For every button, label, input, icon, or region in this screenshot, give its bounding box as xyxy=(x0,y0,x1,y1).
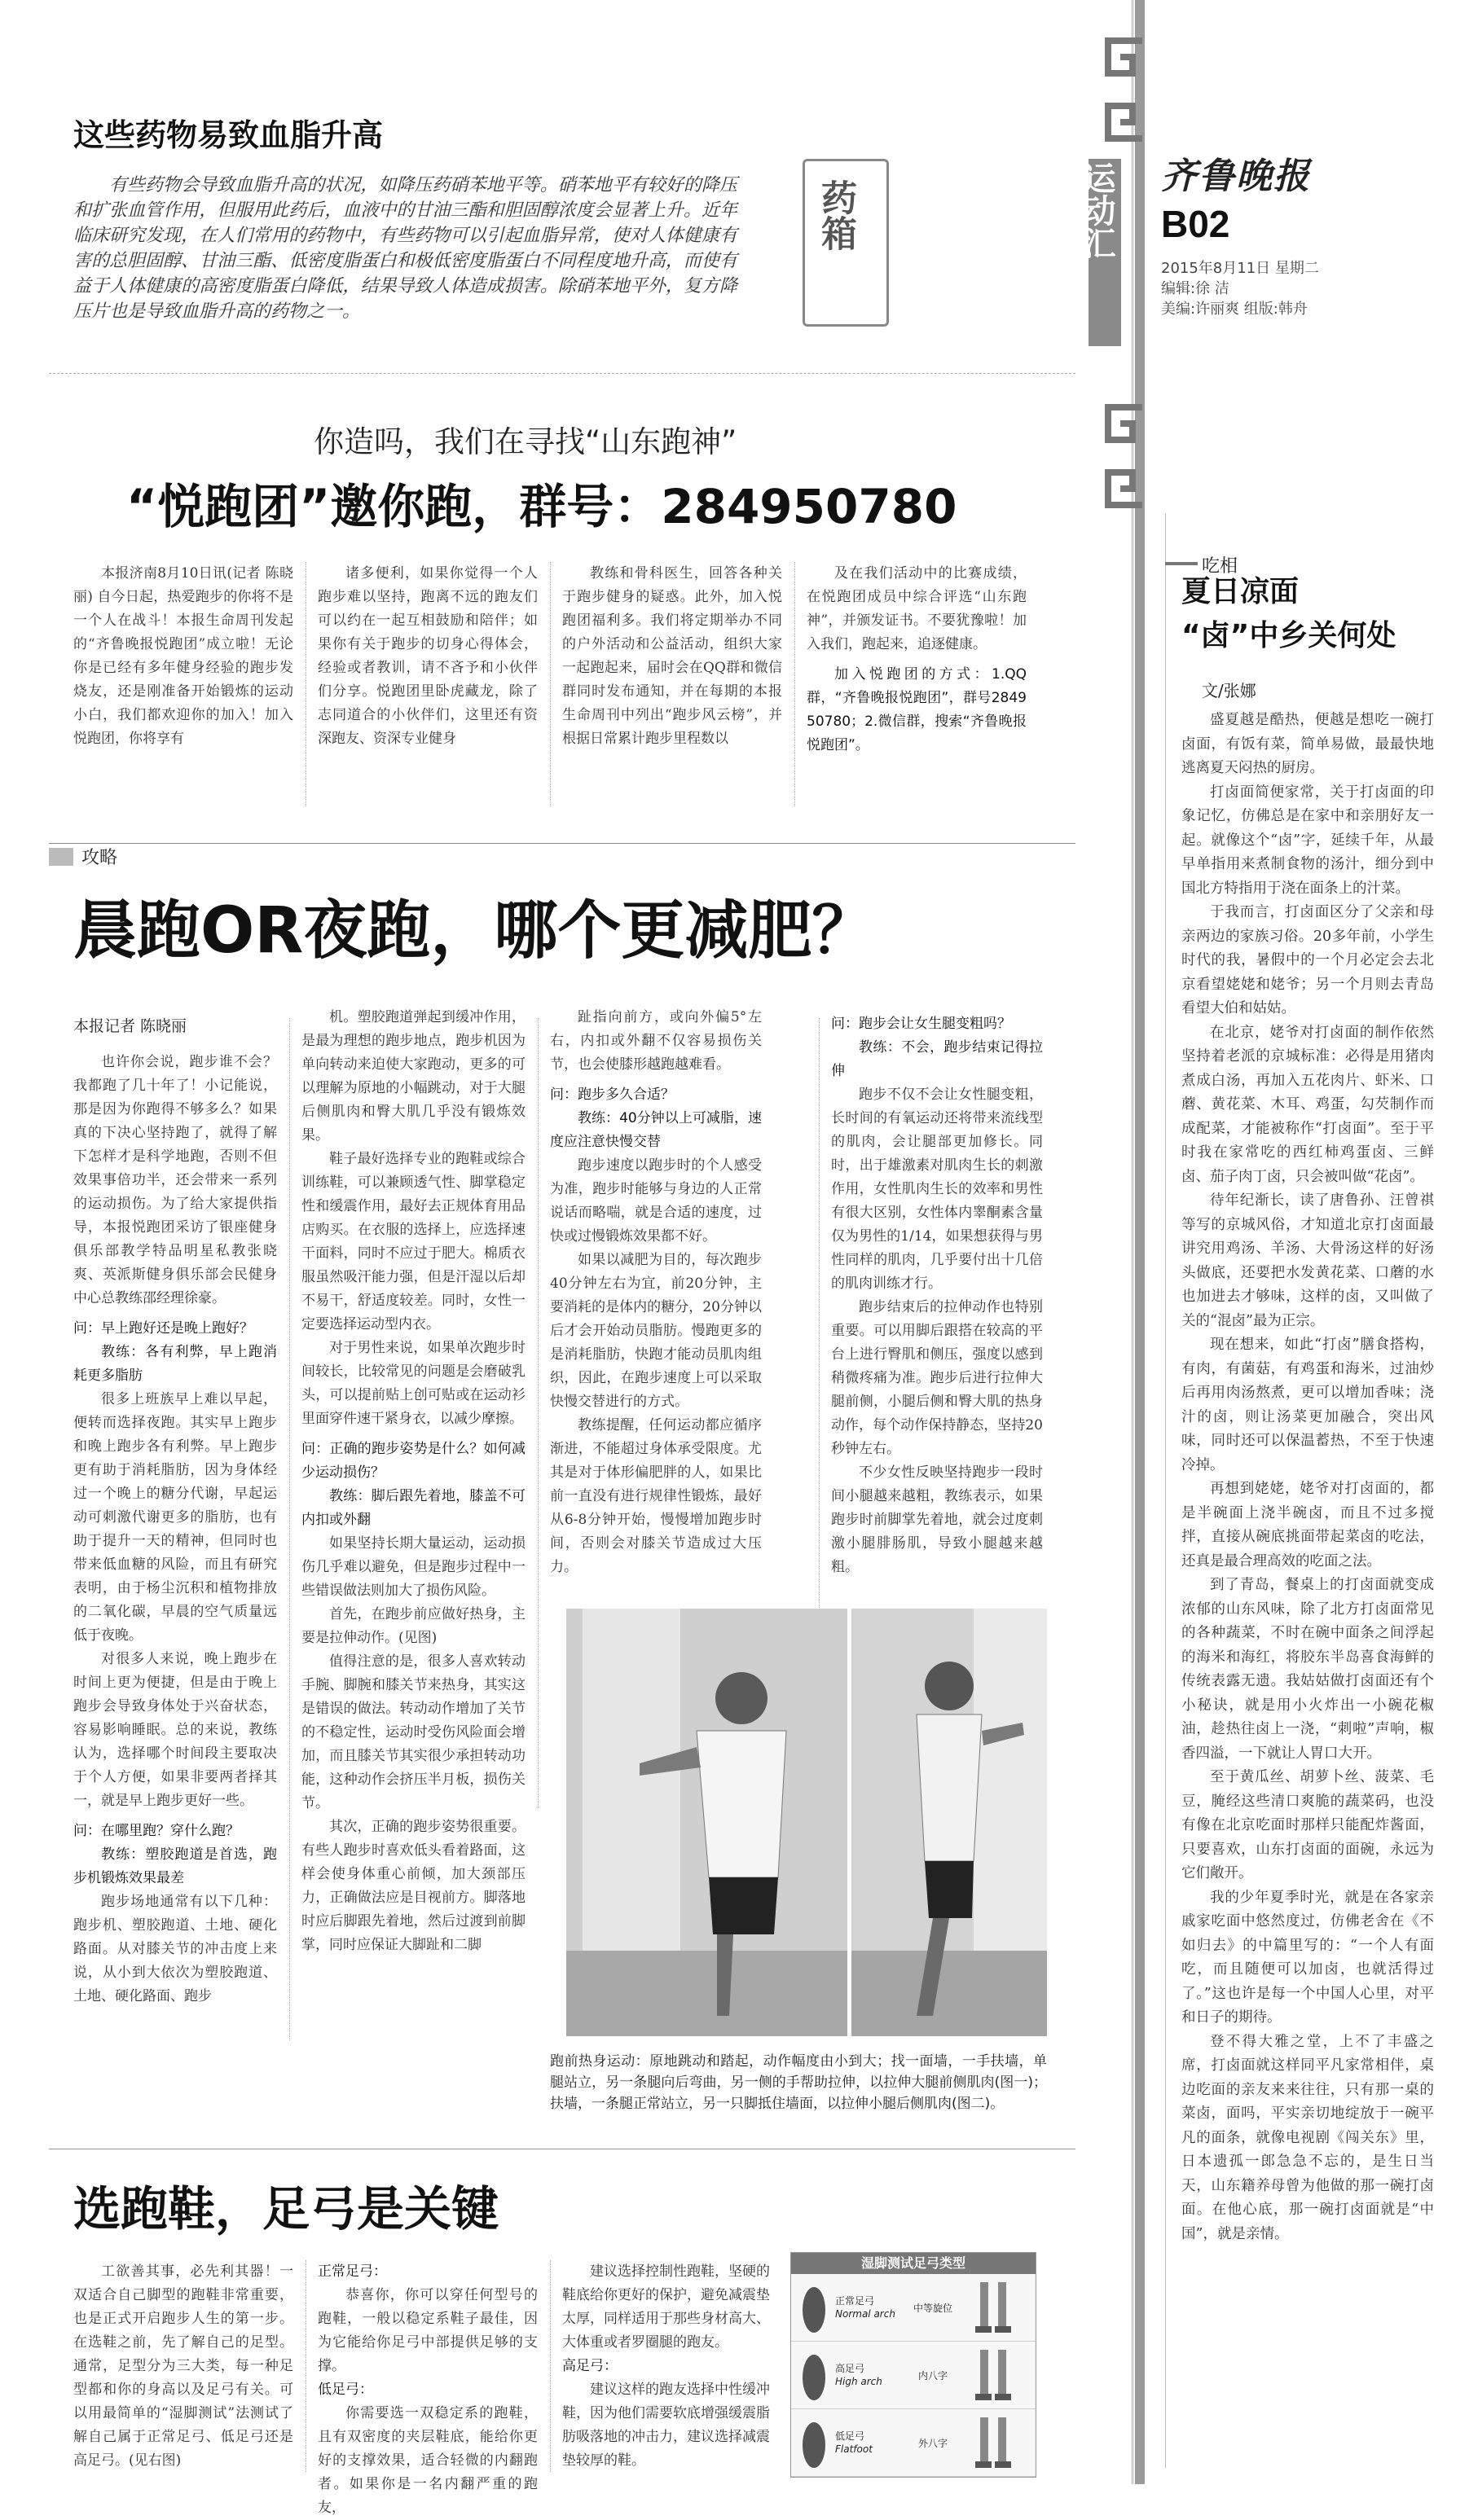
section-title: 运动汇 xyxy=(1078,161,1116,259)
question-heading: 问：早上跑好还是晚上跑好？ xyxy=(73,1320,253,1337)
sidebar-paragraph: 登不得大雅之堂，上不了丰盛之席，打卤面就这样同平凡家常相伴，桌边吃面的亲友来来往往，只有那一桌的菜卤，面吗，平实亲切地绽放于一碗平凡的面条，就像电视剧《闯关东》里，日本遗孤一郎急急不忘的，是生日当天，山东籍养母曾为他做的那一碗打卤面。在他心底，那一碗打卤面就是“中国”，就是亲情。 xyxy=(1181,2033,1434,2242)
decorative-border xyxy=(1111,0,1145,2484)
decorative-meander-pattern xyxy=(1092,33,1149,147)
sidebar-paragraph: 盛夏越是酷热，便越是想吃一碗打卤面，有饭有菜，简单易做，最最快地逃离夏天闷热的厨房。 xyxy=(1181,712,1434,776)
tag-mark xyxy=(49,848,73,866)
tag-label: 攻略 xyxy=(81,848,118,868)
recruit-col-3: 教练和骨科医生，回答各种关于跑步健身的疑惑。此外，加入悦跑团福利多。我们将定期举办不同的户外活动和公益活动，组织大家一起跑起来，届时会在QQ群和微信群同时发布通知，并在每期的本报生命周刊中列出“跑步风云榜”，并根据日常累计跑步里程数以 xyxy=(562,565,782,747)
sidebar-paragraph: 我的少年夏季时光，就是在各家亲戚家吃面中悠然度过，仿佛老舍在《不如归去》的中篇里写的：“一个人有面吃，而且随便可以加卤，也就活得过了。”这也许是每一个中国人心里，对平和日子的期待。 xyxy=(1181,1889,1434,2026)
leg-alignment-icon xyxy=(965,2414,1023,2471)
paragraph: 跑步速度以跑步时的个人感受为准，跑步时能够与身边的人正常说话而略喘，就是合适的速度，过快或过慢锻炼效果都不好。 xyxy=(550,1157,762,1245)
sidebar-paragraph: 于我而言，打卤面区分了父亲和母亲两边的家族习俗。20多年前，小学生时代的我，暑假中的一个月必定会去北京看望姥姥和姥爷；另一个月则去青岛看望大伯和姑姑。 xyxy=(1181,904,1434,1016)
high-arch-heading: 高足弓： xyxy=(562,2358,618,2374)
drug-article-body: 有些药物会导致血脂升高的状况，如降压药硝苯地平等。硝苯地平有较好的降压和扩张血管作用，但服用此药后，血液中的甘油三酯和胆固醇浓度会显著上升。近年临床研究发现，在人们常用的药物中，有些药物可以引起血脂异常，使对人体健康有害的总胆固醇、甘油三酯、低密度脂蛋白和极低密度脂蛋白不同程度地升高，而使有益于人体健康的高密度脂蛋白降低，结果导致人体造成损害。除硝苯地平外，复方降压片也是导致血脂升高的药物之一。 xyxy=(73,175,737,322)
answer-heading: 教练：各有利弊，早上跑消耗更多脂肪 xyxy=(73,1344,277,1384)
recruit-col-1: 本报济南8月10日讯(记者 陈晓丽) 自今日起，热爱跑步的你将不是一个人在战斗！本报生命周刊发起的“齐鲁晚报悦跑团”成立啦！无论你是已经有多年健身经验的跑步发烧友，还是刚准备开始锻炼的运动小白，我们都欢迎你的加入！加入悦跑团，你将享有 xyxy=(73,565,293,747)
footprint-icon xyxy=(796,2347,832,2404)
arch-chart-row xyxy=(791,2409,1036,2477)
paragraph: 如果坚持长期大量运动，运动损伤几乎难以避免，但是跑步过程中一些错误做法则加大了损伤风险。 xyxy=(301,1535,526,1599)
section-tag xyxy=(49,843,1075,869)
paragraph: 对很多人来说，晚上跑步在时间上更为便捷，但是由于晚上跑步会导致身体处于兴奋状态，容易影响睡眠。总的来说，教练认为，选择哪个时间段主要取决于个人方便，如果非要两者择其一，就是早上跑步更好一些。 xyxy=(73,1651,277,1809)
sidebar-byline: 文/张娜 xyxy=(1202,681,1256,700)
leg-alignment-icon xyxy=(965,2347,1023,2404)
sidebar-paragraph: 现在想来，如此“打卤”膳食搭构，有肉，有菌菇，有鸡蛋和海米，过油炒后再用肉汤熬煮，更可以增加香味；浇汁的卤，则让汤菜更加融合，突出风味，同时还可以保温蓄热，不至于快速冷掉。 xyxy=(1181,1337,1434,1473)
sidebar-title-1: 夏日凉面 xyxy=(1181,575,1300,608)
sidebar-paragraph: 打卤面简便家常，关于打卤面的印象记忆，仿佛总是在家中和亲朋好友一起。就像这个“卤”字，延续千年，从最早单指用来煮制食物的汤汁，细分到中国北方特指用于浇在面条上的汁菜。 xyxy=(1181,784,1434,897)
footprint-icon xyxy=(796,2414,832,2471)
recruit-col-2: 诸多便利，如果你觉得一个人跑步难以坚持，跑离不远的跑友们可以约在一起互相鼓励和陪伴；如果你有关于跑步的切身心得体会，经验或者教训，请不吝予和小伙伴们分享。悦跑团里卧虎藏龙，除了志同道合的小伙伴们，这里还有资深跑友、资深专业健身 xyxy=(318,565,538,747)
arch-type-label xyxy=(835,2362,900,2388)
gait-label: 外八字 xyxy=(917,2437,948,2449)
paragraph: 值得注意的是，很多人喜欢转动手腕、脚腕和膝关节来热身，其实这是错误的做法。转动动作增加了关节的不稳定性，运动时受伤风险面会增加，而且膝关节其实很少承担转动功能，这种动作会挤压半月板，损伤关节。 xyxy=(301,1653,526,1811)
divider xyxy=(49,373,1075,374)
sidebar-tag: 吃相 xyxy=(1202,556,1238,577)
shoes-article-title: 选跑鞋，足弓是关键 xyxy=(73,2181,499,2237)
drug-article-title: 这些药物易致血脂升高 xyxy=(73,117,384,153)
paragraph: 跑步不仅不会让女性腿变粗，长时间的有氧运动还将带来流线型的肌肉，会让腿部更加修长。同时，出于雄激素对肌肉生长的刺激作用，女性肌肉生长的效率和男性有很大区别，女性体内睾酮素含量仅为男性的1/14，如果想获得与男性同样的肌肉，几乎要付出十几倍的肌肉训练才行。 xyxy=(831,1087,1043,1292)
run-col-4 xyxy=(831,1006,1043,1579)
paragraph: 对于男性来说，如果单次跑步时间较长，比较常见的问题是会磨破乳头，可以提前贴上创可贴或在运动衫里面穿件速干紧身衣，以减少摩擦。 xyxy=(301,1340,526,1427)
run-article-title: 晨跑OR夜跑，哪个更减肥？ xyxy=(73,894,876,968)
paragraph: 其次，正确的跑步姿势很重要。有些人跑步时喜欢低头看着路面，这样会使身体重心前倾，加大颈部压力，正确做法应是目视前方。脚落地时应后脚跟先着地，然后过渡到前脚掌，同时应保证大脚趾和二脚 xyxy=(301,1819,526,1953)
warmup-photo-1 xyxy=(566,1609,847,2036)
photo-caption: 跑前热身运动：原地跳动和踏起，动作幅度由小到大；找一面墙，一手扶墙，单腿站立，另一条腿向后弯曲，另一侧的手帮助拉伸，以拉伸大腿前侧肌肉(图一)；扶墙，一条腿正常站立，另一只脚抵住墙面，以拉伸小腿后侧肌肉(图二)。 xyxy=(550,2053,1047,2112)
recruit-kicker: 你造吗，我们在寻找“山东跑神” xyxy=(314,424,737,459)
leg-alignment-icon xyxy=(965,2279,1023,2336)
question-heading: 问：跑步多久合适？ xyxy=(550,1087,675,1103)
arch-type-sub: Normal arch xyxy=(835,2308,895,2320)
paragraph: 很多上班族早上难以早起，便转而选择夜跑。其实早上跑步和晚上跑步各有利弊。早上跑步更有助于消耗脂肪，因为身体经过一个晚上的糖分代谢，早起运动可刺激代谢更多的脂肪，也有助于提升一天的精神，但同时也带来低血糖的风险，而且有研究表明，由于杨尘沉积和植物排放的二氧化碳，早晨的空气质量远低于夜晚。 xyxy=(73,1391,277,1644)
paragraph: 也许你会说，跑步谁不会？我都跑了几十年了！小记能说，那是因为你跑得不够多么？如果真的下决心坚持跑了，就得了解下怎样才是科学地跑，否则不但效果事倍功半，还会带来一系列的运动损伤。为了给大家提供指导，本报悦跑团采访了银座健身俱乐部教学特品明星私教张晓爽、英派斯健身俱乐部会民健身中心总教练邵经理徐豪。 xyxy=(73,1054,277,1306)
run-article-byline: 本报记者 陈晓丽 xyxy=(73,1017,187,1035)
arch-type-name: 低足弓 xyxy=(835,2430,865,2442)
paragraph: 鞋子最好选择专业的跑鞋或综合训练鞋，可以兼顾透气性、脚掌稳定性和缓震作用，最好去正规体育用品店购买。在衣服的选择上，应选择速干面料，同时不应过于肥大。棉质衣服虽然吸汗能力强，但是汗湿以后却不易干，舒适度较差。同时，女性一定要选择运动型内衣。 xyxy=(301,1151,526,1332)
sidebar-title-2: “卤”中乡关何处 xyxy=(1181,619,1396,652)
issue-date: 2015年8月11日 星期二 xyxy=(1161,260,1319,277)
footprint-icon xyxy=(796,2279,832,2336)
arch-chart-title: 湿脚测试足弓类型 xyxy=(791,2253,1036,2274)
gait-label: 内八字 xyxy=(917,2369,948,2382)
paragraph: 跑步场地通常有以下几种：跑步机、塑胶跑道、土地、硬化路面。从对膝关节的冲击度上来说，从小到大依次为塑胶跑道、土地、硬化路面、跑步 xyxy=(73,1894,277,2004)
run-col-3 xyxy=(550,1006,762,1579)
paragraph: 跑步结束后的拉伸动作也特别重要。可以用脚后跟搭在较高的平台上进行臀肌和侧压，强度以感到稍微疼痛为准。跑步后进行拉伸大腿前侧，小腿后侧和臀大肌的热身动作，每个动作保持静态，坚持20秒钟左右。 xyxy=(831,1299,1043,1457)
flatfoot-heading: 低足弓： xyxy=(318,2382,373,2398)
sidebar-tag-mark xyxy=(1165,562,1198,565)
shoes-col-1: 工欲善其事，必先利其器！一双适合自己脚型的跑鞋非常重要，也是正式开启跑步人生的第一步。在选鞋之前，先了解自己的足型。通常，足型分为三大类，每一种足型都和你的身高以及足弓有关。可以用最简单的“湿脚测试”法测试了解自己属于正常足弓、低足弓还是高足弓。(见右图) xyxy=(73,2263,293,2469)
normal-arch-heading: 正常足弓： xyxy=(318,2263,387,2280)
arch-type-label xyxy=(835,2430,900,2456)
designer-credit: 美编:许丽爽 组版:韩舟 xyxy=(1161,301,1308,318)
recruit-join-method: 加入悦跑团的方式：1.QQ群，“齐鲁晚报悦跑团”，群号284950780；2.微信群，搜索“齐鲁晚报悦跑团”。 xyxy=(807,666,1027,753)
run-col-2 xyxy=(301,1006,526,1957)
answer-heading: 教练：不会，跑步结束记得拉伸 xyxy=(831,1039,1043,1079)
gait-label: 中等旋位 xyxy=(913,2302,952,2314)
paragraph: 不少女性反映坚持跑步一段时间小腿越来越粗，教练表示，如果跑步时前脚掌先着地，就会过度刺激小腿腓肠肌，导致小腿越来越粗。 xyxy=(831,1464,1043,1575)
page-number: B02 xyxy=(1161,203,1230,245)
run-col-1 xyxy=(73,1051,277,2009)
editor-credit: 编辑:徐 洁 xyxy=(1161,280,1229,297)
arch-type-sub: Flatfoot xyxy=(835,2443,873,2455)
arch-chart-row xyxy=(791,2274,1036,2342)
sidebar-paragraph: 再想到姥姥，姥爷对打卤面的，都是半碗面上浇半碗卤，而且不过多搅拌，直接从碗底挑面带起菜卤的吃法，还真是最合理高效的吃面之法。 xyxy=(1181,1481,1434,1570)
paragraph: 首先，在跑步前应做好热身，主要是拉伸动作。(见图) xyxy=(301,1606,526,1646)
sidebar-paragraph: 到了青岛，餐桌上的打卤面就变成浓郁的山东风味，除了北方打卤面常见的各种蔬菜，不时在碗中面条之间浮起的海米和海红，将胶东半岛喜食海鲜的传统表露无遗。我姑姑做打卤面还有个小秘诀，就是用小火炸出一小碗花椒油，趁热往卤上一浇，“刺啦”声响，椒香四溢，一下就让人胃口大开。 xyxy=(1181,1577,1434,1762)
arch-type-name: 正常足弓 xyxy=(835,2295,875,2307)
paragraph: 机。塑胶跑道弹起到缓冲作用，是最为理想的跑步地点，跑步机因为单向转动来迫使大家跑动，更多的可以理解为原地的小幅跳动，对于大腿后侧肌肉和臀大肌几乎没有锻炼效果。 xyxy=(301,1009,526,1144)
sidebar-body xyxy=(1181,709,1434,2246)
paragraph: 趾指向前方，或向外偏5°左右，内扣或外翻不仅容易损伤关节，也会使膝形越跑越难看。 xyxy=(550,1009,762,1073)
question-heading: 问：跑步会让女生腿变粗吗？ xyxy=(831,1016,1011,1032)
shoes-col-3: 建议选择控制性跑鞋，坚硬的鞋底给你更好的保护，避免减震垫太厚，同样适用于那些身材高大、大体重或者罗圈腿的跑友。 高足弓： 建议这样的跑友选择中性缓冲鞋，因为他们需要软底增强缓震脂肪吸落地的冲击力，建议选择减震垫较厚的鞋。 xyxy=(562,2263,770,2469)
sidebar-paragraph: 至于黄瓜丝、胡萝卜丝、菠菜、毛豆，腌经这些清口爽脆的蔬菜码，也没有像在北京吃面时那样只能配炸酱面，只要喜欢，山东打卤面的面碗，永远为它们敞开。 xyxy=(1181,1769,1434,1881)
shoes-col-2: 正常足弓： 恭喜你，你可以穿任何型号的跑鞋，一般以稳定系鞋子最佳，因为它能给你足弓中部提供足够的支撑。 低足弓： 你需要选一双稳定系的跑鞋，且有双密度的夹层鞋底，能给你更好的支撑效果，适合轻微的内翻跑者。如果你是一名内翻严重的跑友， xyxy=(318,2260,538,2520)
question-heading: 问：正确的跑步姿势是什么？如何减少运动损伤？ xyxy=(301,1441,526,1481)
arch-type-name: 高足弓 xyxy=(835,2363,865,2374)
paragraph: 如果以减肥为目的，每次跑步40分钟左右为宜，前20分钟，主要消耗的是体内的糖分，20分钟以后才会开始动员脂肪。慢跑更多的是消耗脂肪，快跑才能动员肌肉组织，因此，在跑步速度上可以采取快慢交替进行的方式。 xyxy=(550,1252,762,1410)
arch-type-chart xyxy=(790,2252,1036,2478)
sidebar-paragraph: 待年纪渐长，读了唐鲁孙、汪曾祺等写的京城风俗，才知道北京打卤面最讲究用鸡汤、羊汤、大骨汤这样的好汤头做底，还要把水发黄花菜、口蘑的水也加进去才够味，这样的卤，又叫做了关的“混卤”最为正宗。 xyxy=(1181,1192,1434,1329)
paragraph: 教练提醒，任何运动都应循序渐进，不能超过身体承受限度。尤其是对于体形偏肥胖的人，如果比前一直没有进行规律性锻炼，最好从6-8分钟开始，慢慢增加跑步时间，否则会对膝关节造成过大压力。 xyxy=(550,1417,762,1575)
answer-heading: 教练：塑胶跑道是首选，跑步机锻炼效果最差 xyxy=(73,1846,277,1886)
sidebar-paragraph: 在北京，姥爷对打卤面的制作依然坚持着老派的京城标准：必得是用猪肉煮成白汤，再加入五花肉片、虾米、口蘑、黄花菜、木耳、鸡蛋，勾芡制作而成配菜，才能被称作“打卤面”。至于平时我在家常吃的西红柿鸡蛋卤、三鲜卤、茄子肉丁卤，只会被叫做“花卤”。 xyxy=(1181,1024,1434,1185)
question-heading: 问：在哪里跑？穿什么跑？ xyxy=(73,1823,240,1839)
decorative-meander-pattern-bottom xyxy=(1092,399,1149,513)
warmup-photo-2 xyxy=(851,1609,1047,2036)
answer-heading: 教练：40分钟以上可减脂，速度应注意快慢交替 xyxy=(550,1110,762,1150)
drug-badge-text: 药箱 xyxy=(815,179,856,251)
answer-heading: 教练：脚后跟先着地，膝盖不可内扣或外翻 xyxy=(301,1488,526,1528)
recruit-title: “悦跑团”邀你跑，群号：284950780 xyxy=(126,479,957,534)
arch-type-sub: High arch xyxy=(835,2376,882,2387)
arch-chart-row xyxy=(791,2342,1036,2409)
newspaper-name: 齐鲁晚报 xyxy=(1161,156,1311,197)
arch-type-label xyxy=(835,2294,900,2320)
recruit-col-4: 及在我们活动中的比赛成绩，在悦跑团成员中综合评选“山东跑神”，并颁发证书。不要犹豫啦！加入我们，跑起来，追逐健康。 加入悦跑团的方式：1.QQ群，“齐鲁晚报悦跑团”，群号284950780；2.微信群，搜索“齐鲁晚报悦跑团”。 xyxy=(807,562,1027,757)
